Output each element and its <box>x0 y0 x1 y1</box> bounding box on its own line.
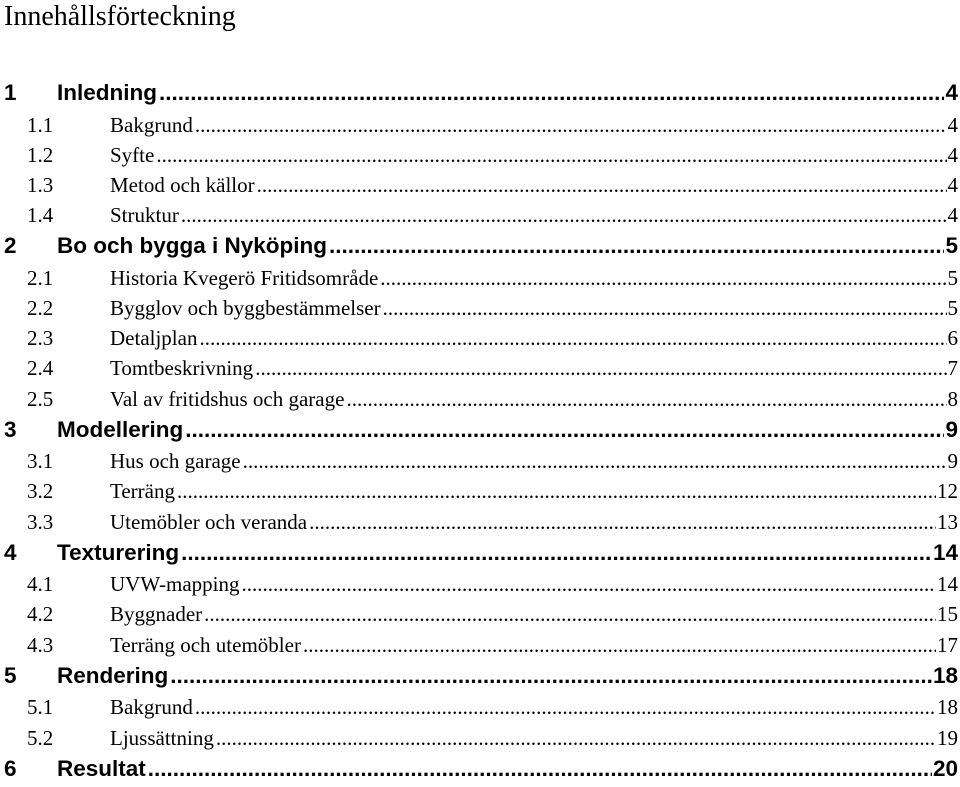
toc-entry-title: Struktur <box>110 203 179 228</box>
toc-page-number: 8 <box>947 386 958 411</box>
toc-dot-leader <box>309 507 936 537</box>
toc-entry-title: Byggnader <box>110 602 203 627</box>
toc-section-entry[interactable] <box>0 140 960 170</box>
toc-entry-title: UVW-mapping <box>110 572 240 597</box>
toc-page-number: 4 <box>945 80 958 105</box>
toc-entry-number: 6 <box>4 755 17 781</box>
toc-entry-title: Bakgrund <box>110 112 193 137</box>
toc-chapter-entry[interactable] <box>0 77 960 110</box>
toc-entry-number: 2.5 <box>27 386 54 411</box>
toc-page-number: 12 <box>937 479 958 504</box>
toc-entry-title: Historia Kvegerö Fritidsområde <box>110 265 379 290</box>
toc-entry-title: Modellering <box>57 416 184 442</box>
toc-entry-title: Bygglov och byggbestämmelser <box>110 295 381 320</box>
toc-entry-number: 3.2 <box>27 479 54 504</box>
toc-dot-leader <box>156 140 946 170</box>
toc-chapter-entry[interactable] <box>0 660 960 693</box>
toc-page-number: 14 <box>932 539 958 565</box>
toc-page-number: 17 <box>937 632 958 657</box>
toc-dot-leader <box>346 384 946 414</box>
toc-entry-number: 2.1 <box>27 265 54 290</box>
toc-entry-title: Bakgrund <box>110 695 193 720</box>
toc-dot-leader <box>185 414 944 447</box>
toc-page-number: 4 <box>947 172 958 197</box>
toc-entry-title: Metod och källor <box>110 172 255 197</box>
toc-dot-leader <box>159 77 944 110</box>
page-title: Innehållsförteckning <box>4 1 236 32</box>
toc-entry-title: Bo och bygga i Nyköping <box>57 233 328 259</box>
toc-chapter-entry[interactable] <box>0 230 960 263</box>
toc-dot-leader <box>181 200 947 230</box>
toc-page-number: 5 <box>945 233 958 259</box>
toc-entry-title: Ljussättning <box>110 725 214 750</box>
toc-entry-title: Terräng <box>110 479 175 504</box>
toc-entry-number: 4.2 <box>27 602 54 627</box>
toc-page-number: 6 <box>947 326 958 351</box>
toc-section-entry[interactable] <box>0 569 960 599</box>
toc-entry-title: Detaljplan <box>110 326 198 351</box>
toc-page-number: 4 <box>947 203 958 228</box>
toc-entry-number: 2.2 <box>27 295 54 320</box>
toc-entry-title: Terräng och utemöbler <box>110 632 301 657</box>
toc-dot-leader <box>181 537 932 570</box>
toc-section-entry[interactable] <box>0 630 960 660</box>
toc-page-number: 18 <box>937 695 958 720</box>
toc-dot-leader <box>243 446 947 476</box>
toc-dot-leader <box>148 753 932 786</box>
toc-section-entry[interactable] <box>0 200 960 230</box>
toc-entry-title: Rendering <box>57 662 169 688</box>
toc-chapter-entry[interactable] <box>0 414 960 447</box>
toc-dot-leader <box>303 630 936 660</box>
toc-section-entry[interactable] <box>0 384 960 414</box>
toc-entry-number: 3.1 <box>27 449 54 474</box>
toc-dot-leader <box>195 692 936 722</box>
toc-section-entry[interactable] <box>0 110 960 140</box>
toc-dot-leader <box>199 323 946 353</box>
toc-page-number: 9 <box>947 449 958 474</box>
toc-entry-number: 1.4 <box>27 203 54 228</box>
toc-entry-number: 1.1 <box>27 112 54 137</box>
toc-section-entry[interactable] <box>0 692 960 722</box>
toc-page-number: 7 <box>947 356 958 381</box>
toc-section-entry[interactable] <box>0 170 960 200</box>
toc-entry-number: 3 <box>4 416 17 442</box>
toc-entry-title: Hus och garage <box>110 449 241 474</box>
toc-section-entry[interactable] <box>0 353 960 383</box>
toc-entry-title: Utemöbler och veranda <box>110 509 308 534</box>
toc-section-entry[interactable] <box>0 476 960 506</box>
table-of-contents <box>0 77 960 785</box>
toc-page-number: 4 <box>947 112 958 137</box>
toc-section-entry[interactable] <box>0 293 960 323</box>
toc-dot-leader <box>255 353 946 383</box>
toc-entry-title: Texturering <box>57 539 180 565</box>
toc-entry-title: Val av fritidshus och garage <box>110 386 345 411</box>
toc-entry-number: 1.2 <box>27 142 54 167</box>
toc-section-entry[interactable] <box>0 723 960 753</box>
toc-entry-number: 5.1 <box>27 695 54 720</box>
toc-section-entry[interactable] <box>0 446 960 476</box>
toc-page-number: 14 <box>937 572 958 597</box>
toc-page-number: 9 <box>945 416 958 442</box>
toc-page-number: 18 <box>932 662 958 688</box>
toc-entry-number: 3.3 <box>27 509 54 534</box>
toc-section-entry[interactable] <box>0 323 960 353</box>
toc-page-number: 5 <box>947 295 958 320</box>
toc-entry-number: 1 <box>4 80 17 105</box>
toc-entry-number: 5 <box>4 662 17 688</box>
toc-entry-number: 2 <box>4 233 17 259</box>
toc-entry-number: 4.1 <box>27 572 54 597</box>
toc-entry-title: Inledning <box>57 80 157 105</box>
toc-page-number: 20 <box>932 755 958 781</box>
toc-entry-title: Tomtbeskrivning <box>110 356 254 381</box>
toc-dot-leader <box>177 476 936 506</box>
toc-entry-number: 2.3 <box>27 326 54 351</box>
toc-dot-leader <box>380 263 946 293</box>
toc-page-number: 13 <box>937 509 958 534</box>
toc-entry-number: 4 <box>4 539 17 565</box>
toc-entry-title: Syfte <box>110 142 155 167</box>
toc-chapter-entry[interactable] <box>0 537 960 570</box>
toc-dot-leader <box>257 170 947 200</box>
toc-dot-leader <box>383 293 947 323</box>
toc-entry-number: 1.3 <box>27 172 54 197</box>
toc-section-entry[interactable] <box>0 263 960 293</box>
toc-dot-leader <box>329 230 944 263</box>
toc-dot-leader <box>170 660 932 693</box>
toc-dot-leader <box>216 723 936 753</box>
toc-page-number: 5 <box>947 265 958 290</box>
toc-entry-number: 5.2 <box>27 725 54 750</box>
toc-dot-leader <box>241 569 936 599</box>
toc-section-entry[interactable] <box>0 599 960 629</box>
toc-dot-leader <box>195 110 947 140</box>
toc-page-number: 4 <box>947 142 958 167</box>
toc-chapter-entry[interactable] <box>0 753 960 786</box>
toc-entry-title: Resultat <box>57 755 146 781</box>
toc-entry-number: 4.3 <box>27 632 54 657</box>
toc-section-entry[interactable] <box>0 507 960 537</box>
toc-dot-leader <box>204 599 936 629</box>
toc-page-number: 19 <box>937 725 958 750</box>
toc-page-number: 15 <box>937 602 958 627</box>
toc-entry-number: 2.4 <box>27 356 54 381</box>
